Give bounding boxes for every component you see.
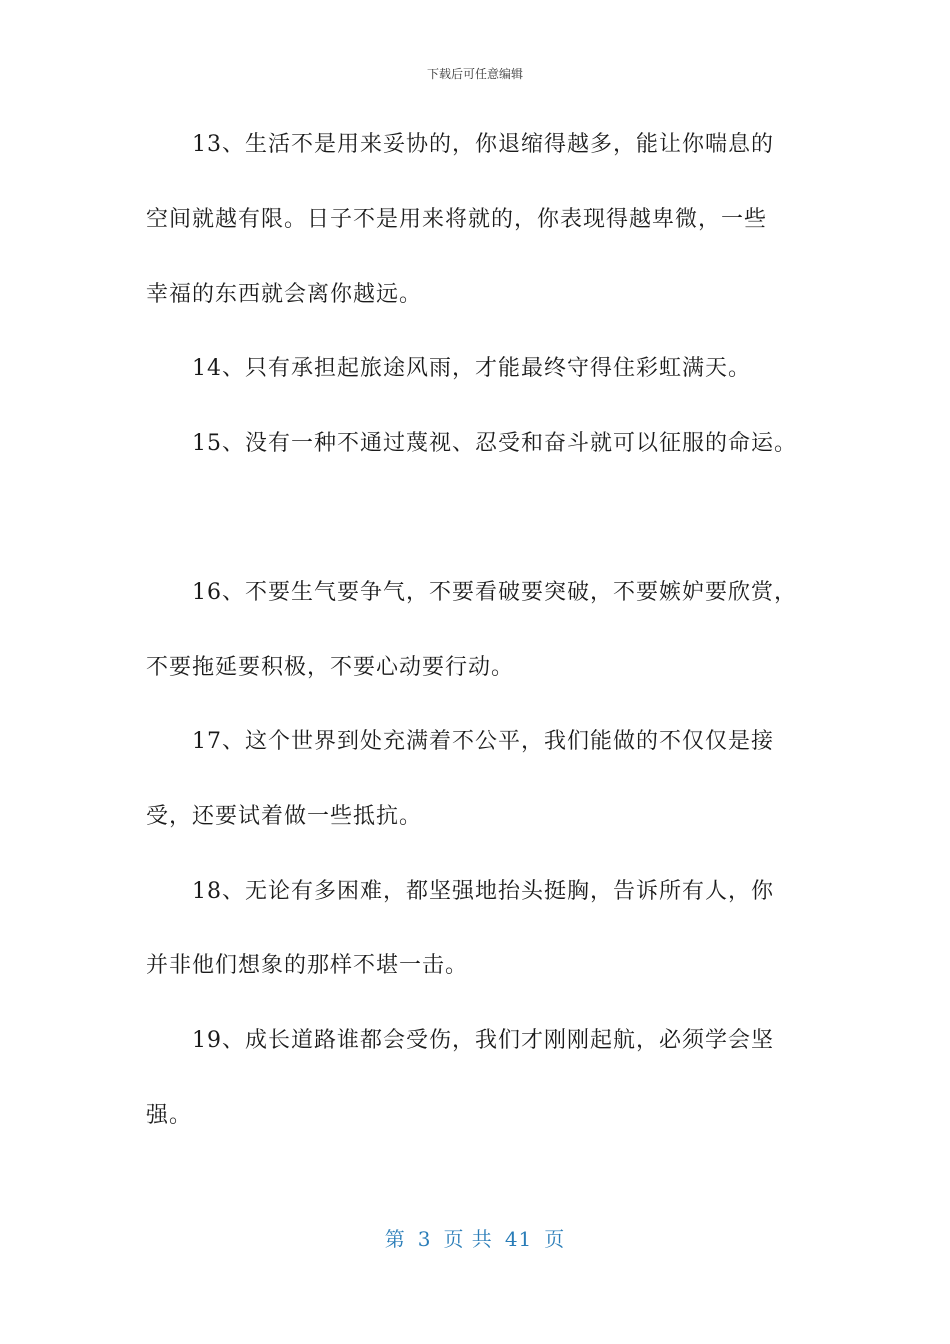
footer-middle: 页 共 — [443, 1227, 493, 1251]
header-note: 下载后可任意编辑 — [426, 67, 523, 81]
paragraph-19-line-1: 19、成长道路谁都会受伤，我们才刚刚起航，必须学会坚 — [192, 1028, 774, 1053]
paragraph-16-line-2: 不要拖延要积极，不要心动要行动。 — [146, 655, 515, 680]
paragraph-18-line-2: 并非他们想象的那样不堪一击。 — [146, 953, 469, 978]
paragraph-19-line-2: 强。 — [146, 1103, 193, 1128]
paragraph-13-line-3: 幸福的东西就会离你越远。 — [146, 282, 423, 307]
paragraph-17-line-1: 17、这个世界到处充满着不公平，我们能做的不仅仅是接 — [192, 729, 774, 754]
footer-total-pages: 41 — [504, 1227, 533, 1251]
paragraph-18-line-1: 18、无论有多困难，都坚强地抬头挺胸，告诉所有人，你 — [192, 879, 774, 904]
page-number-footer — [0, 1226, 950, 1252]
footer-current-page: 3 — [417, 1227, 432, 1251]
paragraph-17-line-2: 受，还要试着做一些抵抗。 — [146, 804, 423, 829]
paragraph-16-line-1: 16、不要生气要争气，不要看破要突破，不要嫉妒要欣赏， — [192, 580, 797, 605]
paragraph-13-line-1: 13、生活不是用来妥协的，你退缩得越多，能让你喘息的 — [192, 132, 774, 157]
paragraph-15: 15、没有一种不通过蔑视、忍受和奋斗就可以征服的命运。 — [192, 431, 797, 456]
footer-prefix: 第 — [384, 1227, 406, 1251]
paragraph-14: 14、只有承担起旅途风雨，才能最终守得住彩虹满天。 — [192, 356, 751, 381]
paragraph-13-line-2: 空间就越有限。日子不是用来将就的，你表现得越卑微，一些 — [146, 207, 768, 232]
footer-suffix: 页 — [544, 1227, 566, 1251]
